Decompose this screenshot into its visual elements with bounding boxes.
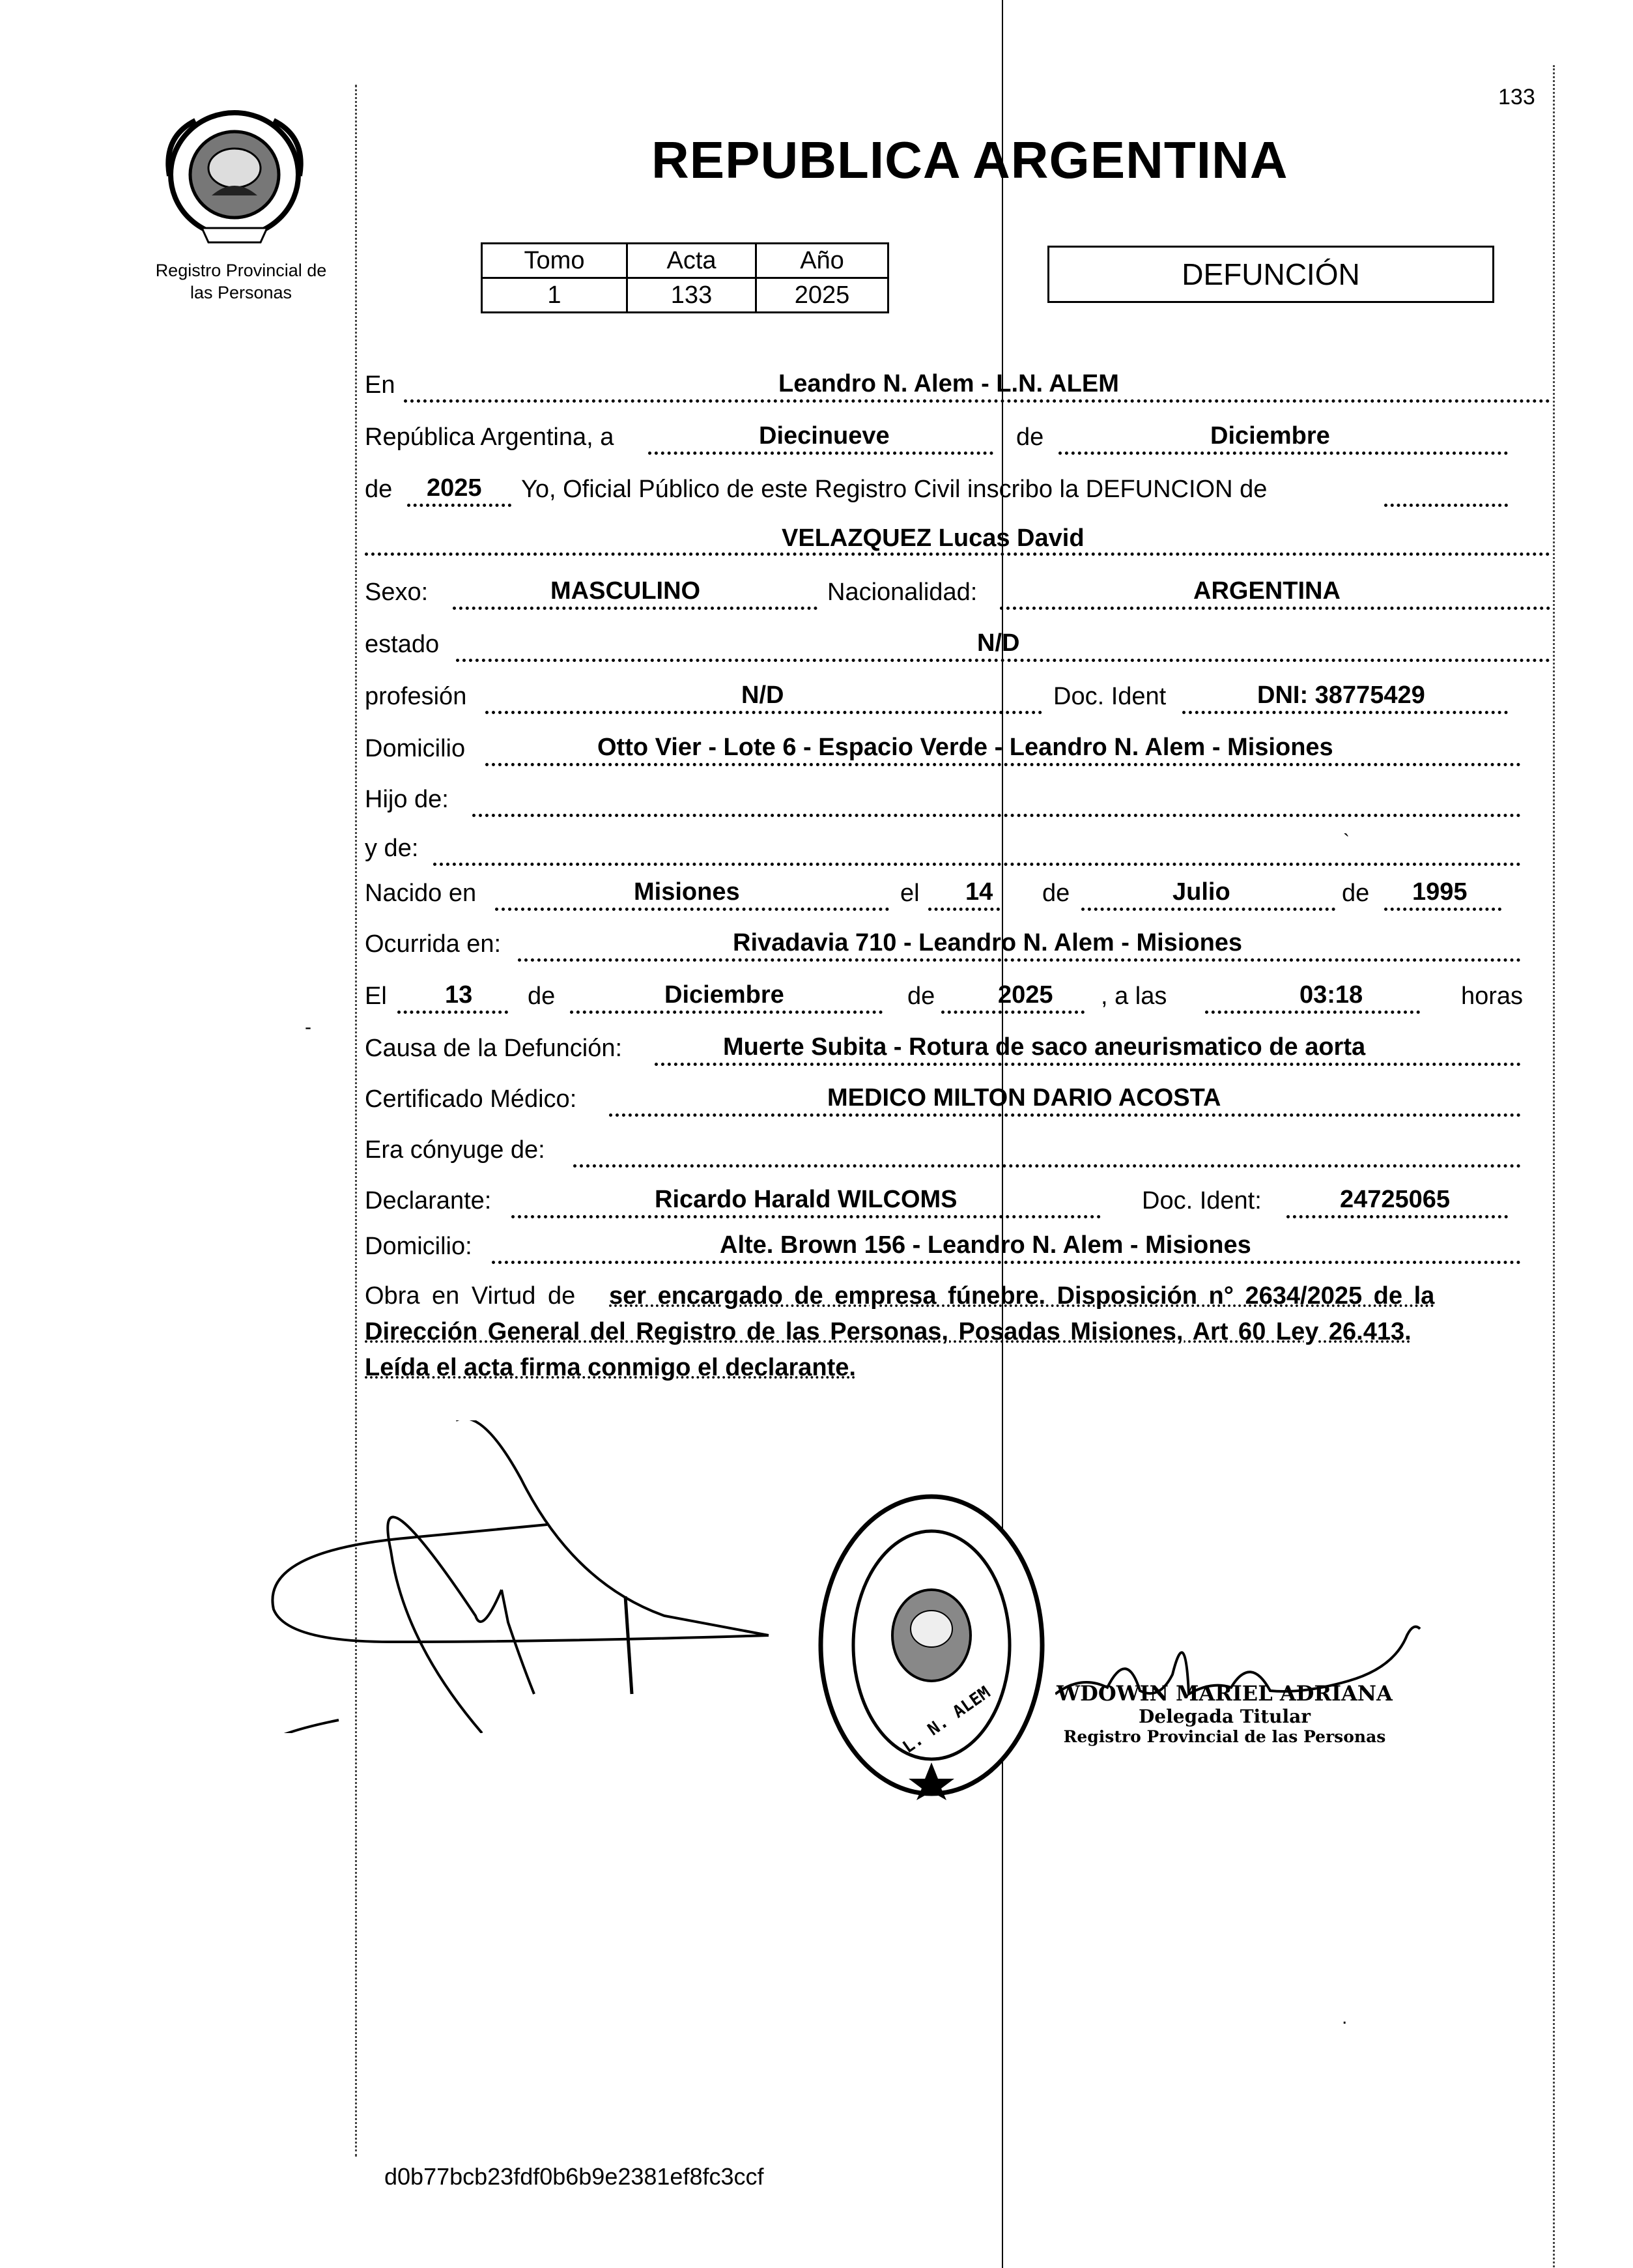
- birth-day-line: [928, 908, 1000, 911]
- register-header-row: [482, 244, 888, 278]
- page-number: 133: [1498, 85, 1535, 109]
- scan-speck: `: [1343, 831, 1350, 852]
- officer-name: WDOWIN MARIEL ADRIANA: [1057, 1681, 1393, 1706]
- birth-month: Julio: [1172, 878, 1230, 906]
- officer-stamp: [1055, 1681, 1394, 1746]
- horas-label: horas: [1461, 983, 1524, 1010]
- domicilio-line: [485, 763, 1521, 766]
- causa-line: [655, 1063, 1521, 1066]
- register-value-row: [482, 278, 888, 313]
- certificado-label: Certificado Médico:: [365, 1085, 577, 1113]
- nacido-value: Misiones: [634, 878, 740, 906]
- register-header-ano: Año: [756, 244, 888, 278]
- officer-role: Delegada Titular: [1138, 1706, 1311, 1727]
- register-value-ano: 2025: [756, 278, 888, 313]
- declarante-line: [511, 1215, 1101, 1218]
- document-type-box: DEFUNCIÓN: [1047, 246, 1494, 303]
- register-value-acta: 133: [627, 278, 756, 313]
- en-line: [404, 399, 1550, 403]
- death-year-line: [941, 1011, 1085, 1014]
- register-header-tomo: Tomo: [482, 244, 627, 278]
- death-time-line: [1205, 1011, 1420, 1014]
- death-month: Diciembre: [664, 981, 784, 1009]
- death-day-line: [397, 1011, 508, 1014]
- estado-line: [456, 659, 1550, 662]
- nacionalidad-label: Nacionalidad:: [827, 579, 978, 606]
- domicilio-value: Otto Vier - Lote 6 - Espacio Verde - Leandro N. Alem - Misiones: [597, 734, 1333, 761]
- obra-label: Obra en Virtud de: [365, 1282, 576, 1310]
- inscribo-text: Yo, Oficial Público de este Registro Civil inscribo la DEFUNCION de: [521, 476, 1268, 503]
- causa-value: Muerte Subita - Rotura de saco aneurismatico de aorta: [723, 1033, 1366, 1061]
- hijo-line: [472, 814, 1521, 817]
- officer-institution: Registro Provincial de las Personas: [1063, 1727, 1386, 1746]
- declarant-signature: [261, 1420, 847, 1733]
- register-header-acta: Acta: [627, 244, 756, 278]
- ocurrida-line: [518, 958, 1521, 962]
- register-value-tomo: 1: [482, 278, 627, 313]
- el-label: el: [900, 880, 920, 907]
- el2-label: El: [365, 983, 387, 1010]
- nacido-line: [495, 908, 889, 911]
- conyuge-label: Era cónyuge de:: [365, 1136, 545, 1164]
- doc-ident2-value: 24725065: [1340, 1186, 1451, 1213]
- official-seal: [814, 1489, 1049, 1801]
- declarante-value: Ricardo Harald WILCOMS: [655, 1186, 958, 1213]
- ocurrida-label: Ocurrida en:: [365, 930, 502, 958]
- domicilio-label: Domicilio: [365, 735, 466, 762]
- profesion-label: profesión: [365, 683, 467, 710]
- nacionalidad-value: ARGENTINA: [1193, 577, 1341, 605]
- nacido-label: Nacido en: [365, 880, 477, 907]
- domicilio2-line: [492, 1261, 1521, 1264]
- doc-ident-label: Doc. Ident: [1053, 683, 1167, 710]
- obra-line1: ser encargado de empresa fúnebre. Disposición n° 2634/2025 de la: [609, 1282, 1435, 1310]
- register-table: [481, 242, 889, 313]
- certificado-value: MEDICO MILTON DARIO ACOSTA: [827, 1084, 1221, 1112]
- year-value: 2025: [427, 474, 482, 502]
- death-time: 03:18: [1299, 981, 1363, 1009]
- year-de-label: de: [365, 476, 393, 503]
- sexo-label: Sexo:: [365, 579, 429, 606]
- domicilio2-value: Alte. Brown 156 - Leandro N. Alem - Misiones: [720, 1231, 1251, 1259]
- profesion-value: N/D: [741, 682, 784, 709]
- scan-speck: .: [1342, 2007, 1348, 2028]
- right-margin-line: [1553, 65, 1555, 2267]
- death-year: 2025: [998, 981, 1053, 1009]
- death-month-line: [570, 1011, 883, 1014]
- obra-line2: Dirección General del Registro de las Personas, Posadas Misiones, Art 60 Ley 26.413.: [365, 1318, 1412, 1345]
- day-value: Diecinueve: [759, 422, 890, 450]
- birth-year: 1995: [1412, 878, 1468, 906]
- yde-line: [433, 863, 1521, 866]
- death-de1-label: de: [528, 983, 556, 1010]
- en-value: Leandro N. Alem - L.N. ALEM: [778, 370, 1119, 397]
- month-de-label: de: [1016, 423, 1044, 451]
- birth-month-line: [1081, 908, 1335, 911]
- birth-day: 14: [965, 878, 993, 906]
- death-day: 13: [445, 981, 473, 1009]
- birth-year-line: [1384, 908, 1501, 911]
- doc-ident2-line: [1286, 1215, 1508, 1218]
- registry-name-line2: las Personas: [190, 283, 292, 302]
- seal-inner-text: L. N. ALEM: [899, 1682, 994, 1758]
- sexo-value: MASCULINO: [550, 577, 701, 605]
- birth-de1-label: de: [1042, 880, 1070, 907]
- left-margin-line: [355, 85, 357, 2157]
- profesion-line: [485, 711, 1042, 714]
- year-line: [407, 504, 511, 507]
- registry-name: [130, 259, 352, 304]
- inscribo-line: [1384, 504, 1508, 507]
- page-title: REPUBLICA ARGENTINA: [651, 131, 1288, 189]
- conyuge-line: [573, 1164, 1521, 1168]
- doc-ident-value: DNI: 38775429: [1257, 682, 1425, 709]
- birth-de2-label: de: [1342, 880, 1370, 907]
- document-hash: d0b77bcb23fdf0b6b9e2381ef8fc3ccf: [384, 2163, 764, 2190]
- sexo-line: [453, 607, 817, 610]
- scan-speck: -: [305, 1016, 311, 1038]
- day-line: [648, 452, 993, 455]
- nacionalidad-line: [1000, 607, 1550, 610]
- doc-ident2-label: Doc. Ident:: [1142, 1187, 1262, 1214]
- causa-label: Causa de la Defunción:: [365, 1035, 623, 1062]
- domicilio2-label: Domicilio:: [365, 1233, 472, 1260]
- death-de2-label: de: [907, 983, 935, 1010]
- ocurrida-value: Rivadavia 710 - Leandro N. Alem - Misiones: [733, 929, 1243, 956]
- registry-name-line1: Registro Provincial de: [155, 261, 327, 280]
- doc-ident-line: [1182, 711, 1508, 714]
- estado-label: estado: [365, 631, 440, 658]
- deceased-name: VELAZQUEZ Lucas David: [782, 524, 1085, 552]
- misiones-coat-of-arms-logo: [156, 98, 313, 248]
- republica-label: República Argentina, a: [365, 423, 614, 451]
- month-value: Diciembre: [1210, 422, 1330, 450]
- month-line: [1058, 452, 1508, 455]
- obra-line3: Leída el acta firma conmigo el declarante.: [365, 1354, 856, 1381]
- certificado-line: [609, 1113, 1521, 1117]
- estado-value: N/D: [977, 629, 1020, 657]
- declarante-label: Declarante:: [365, 1187, 492, 1214]
- en-label: En: [365, 371, 395, 399]
- scan-vertical-line: [1002, 0, 1003, 2268]
- alas-label: , a las: [1101, 983, 1167, 1010]
- hijo-label: Hijo de:: [365, 786, 449, 813]
- name-line: [365, 553, 1550, 556]
- yde-label: y de:: [365, 835, 419, 862]
